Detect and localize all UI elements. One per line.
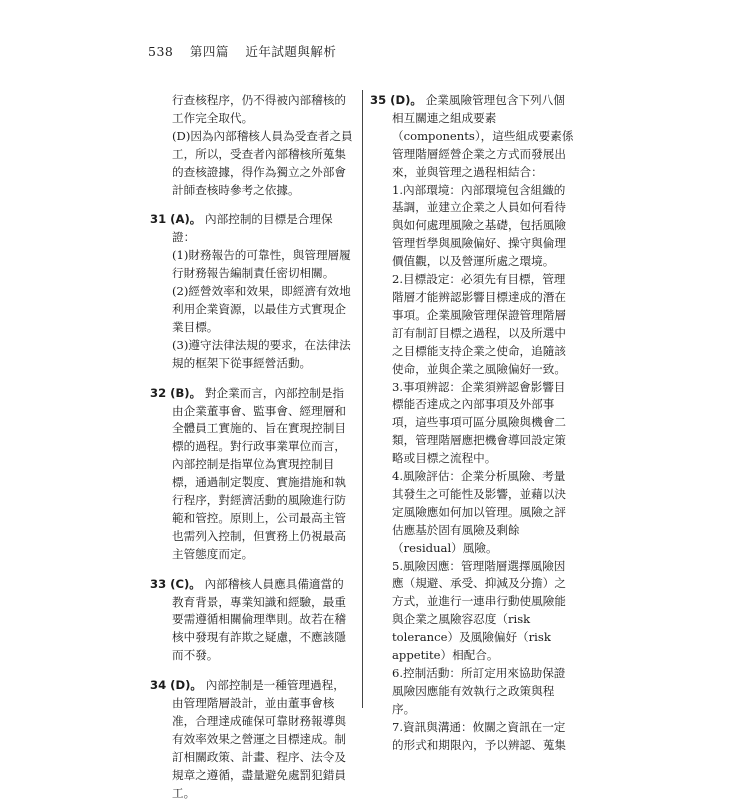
component-item: 1.內部環境：內部環境包含組織的基調，並建立企業之人員如何看待與如何處理風險之基礎，包括風險管理哲學與風險偏好、操守與倫理價值觀，以及營運所處之環境。 bbox=[392, 182, 566, 269]
component-item: 6.控制活動：所訂定用來協助保證風險因應能有效執行之政策與程序。 bbox=[392, 666, 566, 716]
right-column bbox=[370, 92, 575, 755]
question-label: 31 (A)。 bbox=[150, 212, 202, 227]
question-label: 34 (D)。 bbox=[150, 678, 202, 693]
question-31 bbox=[150, 211, 355, 247]
column-divider bbox=[362, 90, 363, 708]
answer-item: (1)財務報告的可靠性，與管理層履行財務報告編制責任密切相關。 bbox=[172, 248, 351, 281]
component-item: 3.事項辨認：企業須辨認會影響目標能否達成之內部事項及外部事項，這些事項可區分風險與機會二類，管理階層應把機會導回設定策略或目標之流程中。 bbox=[392, 379, 566, 466]
question-33 bbox=[150, 576, 355, 666]
question-label: 35 (D)。 bbox=[370, 93, 422, 107]
question-34 bbox=[150, 677, 355, 802]
continuation-paragraph: 行查核程序，仍不得被內部稽核的工作完全取代。 bbox=[172, 93, 346, 125]
section-title: 近年試題與解析 bbox=[245, 44, 337, 59]
page-number: 538 bbox=[148, 44, 174, 59]
component-item: 5.風險因應：管理階層選擇風險因應（規避、承受、抑減及分擔）之方式，並進行一連串行動使風險能與企業之風險容忍度（risk tolerance）及風險偏好（risk appetite）相配合。 bbox=[392, 558, 566, 663]
question-text: 內部控制是一種管理過程，由管理階層設計，並由董事會核准，合理達成確保可靠財務報導與有效率效果之營運之目標達成。制訂相關政策、計畫、程序、法令及規章之遵循，盡量避免處罰犯錯員工。 bbox=[172, 678, 346, 800]
answer-item: (3)遵守法律法規的要求，在法律法規的框架下從事經營活動。 bbox=[172, 337, 351, 370]
question-text: 內部稽核人員應具備適當的教育背景，專業知識和經驗，最重要需遵循相關倫理準則。故若在稽核中發現有詐欺之疑慮，不應該隱而不發。 bbox=[172, 576, 346, 663]
answer-item: (2)經營效率和效果，即經濟有效地利用企業資源，以最佳方式實現企業目標。 bbox=[172, 284, 351, 334]
question-32 bbox=[150, 385, 355, 564]
part-label: 第四篇 bbox=[189, 44, 229, 59]
page-header bbox=[148, 42, 336, 60]
continuation-paragraph: (D)因為內部稽核人員為受查者之員工，所以，受查者內部稽核所蒐集的查核證據，得作為獨立之外部會計師查核時參考之依據。 bbox=[172, 128, 353, 197]
question-text: 對企業而言，內部控制是指由企業董事會、監事會、經理層和全體員工實施的、旨在實現控制目標的過程。對行政事業單位而言，內部控制是指單位為實現控制目標，通過制定製度、實施措施和執行程序，對經濟活動的風險進行防範和管控。原則上，公司最高主管也需列入控制，但實務上仍視最高主管態度而定。 bbox=[172, 385, 346, 561]
question-label: 32 (B)。 bbox=[150, 385, 202, 400]
left-column bbox=[150, 92, 355, 803]
component-item: 4.風險評估：企業分析風險、考量其發生之可能性及影響，並藉以決定風險應如何加以管理。風險之評估應基於固有風險及剩餘（residual）風險。 bbox=[392, 469, 566, 555]
question-text: 內部控制的目標是合理保證： bbox=[172, 212, 333, 245]
component-item: 2.目標設定：必須先有目標，管理階層才能辨認影響目標達成的潛在事項。企業風險管理保證管理階層訂有制訂目標之過程，以及所選中之目標能支持企業之使命，追隨該使命，並與企業之風險偏好一致。 bbox=[392, 272, 566, 376]
component-item: 7.資訊與溝通：攸關之資訊在一定的形式和期限內，予以辨認、蒐集 bbox=[392, 719, 566, 752]
question-label: 33 (C)。 bbox=[150, 576, 201, 591]
question-35 bbox=[370, 92, 575, 182]
question-text: 企業風險管理包含下列八個相互關連之組成要素（components），這些組成要素係管理階層經營企業之方式而發展出來，並與管理之過程相結合： bbox=[392, 93, 574, 179]
